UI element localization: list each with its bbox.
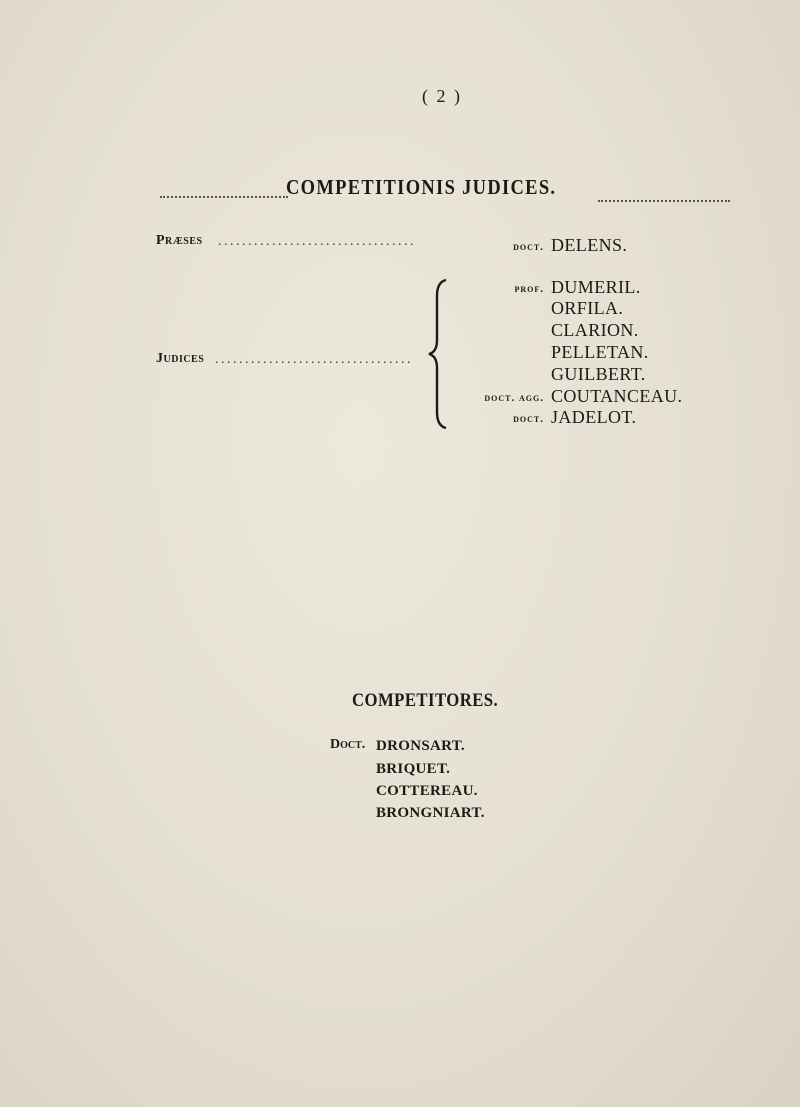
praeses-name: DELENS.	[551, 235, 628, 255]
ornamental-rule-right	[598, 200, 730, 202]
ornamental-rule-left	[160, 196, 288, 198]
praeses-label: Præses	[156, 233, 203, 248]
leader-dots: .................................	[215, 352, 413, 367]
judge-name: JADELOT.	[551, 407, 637, 427]
competitors-title-prefix: Doct.	[330, 737, 366, 752]
competitor-name: COTTEREAU.	[376, 783, 478, 799]
judge-name: CLARION.	[551, 320, 639, 340]
judges-title: COMPETITIONIS JUDICES.	[286, 175, 557, 199]
praeses-title: doct.	[513, 241, 544, 253]
page-number: ( 2 )	[422, 86, 462, 106]
judge-title: doct.	[513, 413, 544, 425]
curly-brace	[424, 278, 450, 430]
judge-name: COUTANCEAU.	[551, 386, 683, 406]
competitor-name: DRONSART.	[376, 738, 465, 754]
judge-title: prof.	[514, 283, 544, 295]
judge-name: ORFILA.	[551, 298, 624, 318]
competitor-name: BRONGNIART.	[376, 805, 485, 821]
competitors-title: COMPETITORES.	[352, 690, 499, 711]
judge-title: doct. agg.	[484, 392, 544, 404]
competitor-name: BRIQUET.	[376, 761, 451, 777]
judices-label: Judices	[156, 351, 205, 366]
judge-name: GUILBERT.	[551, 364, 646, 384]
judge-name: PELLETAN.	[551, 342, 649, 362]
leader-dots: .................................	[218, 234, 416, 249]
judge-name: DUMERIL.	[551, 277, 641, 297]
